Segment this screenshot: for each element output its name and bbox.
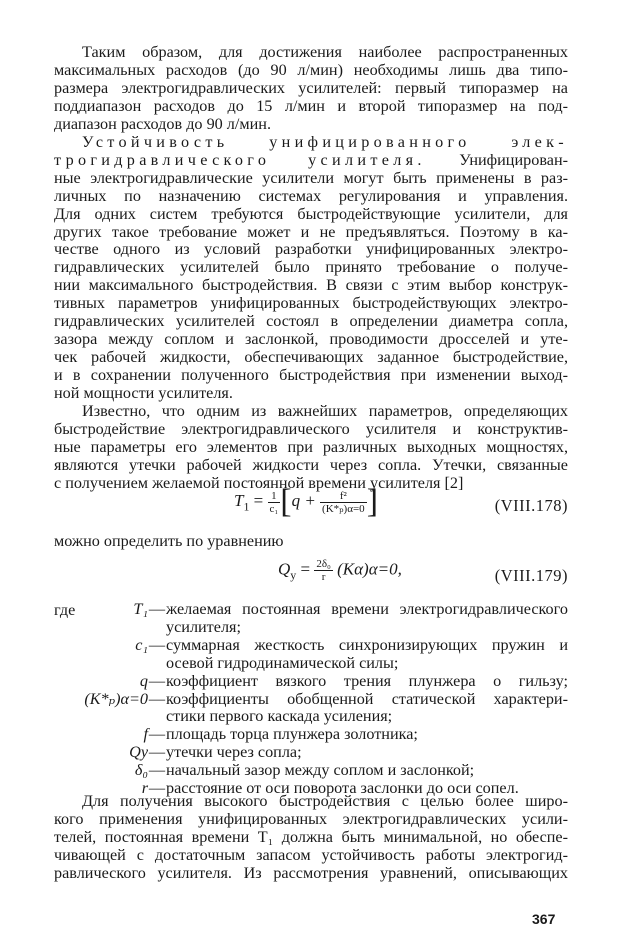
eq-operator: =	[249, 490, 268, 510]
text-line: личных по назначению системах регулирования и управления.	[54, 186, 568, 205]
text-line: гидравлических усилителей было принято требование о получе-	[54, 258, 568, 277]
fraction	[320, 490, 367, 515]
text-line: чек рабочей жидкости, обеспечивающих заданное быстродействие,	[54, 347, 568, 366]
text-line: нии максимального быстродействия. В связи с этим выбор конструк-	[54, 276, 568, 295]
text-line: и в сохранении полученного быстродействия при изменении выход-	[54, 365, 568, 384]
legend-symbol: f	[143, 725, 148, 744]
dash-icon: —	[148, 600, 166, 618]
legend-description: коэффициент вязкого трения плунжера о гильзу;	[166, 671, 568, 690]
legend-symbol: Qу	[129, 743, 148, 762]
paragraph-leakage	[54, 403, 568, 493]
legend-row	[54, 637, 568, 655]
paragraph-high-speed	[54, 793, 568, 883]
legend-symbol: T₁	[133, 600, 148, 618]
bracket-close-icon: ]	[366, 483, 379, 520]
legend-continuation: осевой гидродинамической силы;	[166, 653, 399, 672]
text-line: других такое требование может и не предъявляться. Поэтому в ка-	[54, 222, 568, 241]
text-line: Для одних систем требуются быстродействующие усилители, для	[54, 204, 568, 223]
frac-numerator: 1	[268, 490, 281, 503]
symbol-legend	[54, 601, 568, 798]
equation-leakage	[278, 558, 402, 583]
paragraph-between	[54, 533, 568, 551]
legend-row	[54, 673, 568, 691]
frac-denominator: c₁	[269, 502, 279, 515]
text-line: ной мощности усилителя.	[54, 383, 233, 402]
eq-subscript: у	[290, 567, 297, 582]
text-line: являются утечки рабочей жидкости через сопла. Утечки, связанные	[54, 455, 568, 474]
text-fragment: Унифицирован-	[425, 150, 568, 169]
legend-description: расстояние от оси поворота заслонки до оси сопел.	[166, 779, 519, 798]
text-line: максимальных расходов (до 90 л/мин) необходимы лишь два типо-	[54, 60, 568, 79]
text-line: ные электрогидравлические усилители могут быть применены в раз-	[54, 168, 568, 187]
frac-numerator: f²	[320, 490, 367, 503]
text-line: диапазон расходов до 90 л/мин.	[54, 114, 271, 133]
text-line: зазора между соплом и заслонкой, проводимости дросселей и уте-	[54, 329, 568, 348]
text-line: Известно, что одним из важнейших параметров, определяющих	[82, 402, 568, 420]
legend-symbol: r	[141, 779, 148, 798]
legend-description: начальный зазор между соплом и заслонкой;	[166, 761, 475, 780]
equation-number: (VIII.179)	[494, 566, 568, 585]
legend-row	[54, 762, 568, 780]
dash-icon: —	[148, 635, 166, 654]
text-line: ные параметры его элементов при различных выходных мощностях,	[54, 437, 568, 456]
legend-row	[54, 691, 568, 709]
legend-description: коэффициенты обобщенной статической характери-	[166, 689, 568, 708]
paragraph-conclusion	[54, 44, 568, 134]
text-line: размера электрогидравлических усилителей: первый типоразмер на	[54, 78, 568, 97]
section-heading-line: Устойчивость унифицированного элек-	[82, 133, 568, 151]
frac-denominator: r	[321, 571, 326, 583]
text-line: телей, постоянная времени T₁ должна быть минимальной, но обеспе-	[54, 827, 568, 846]
paragraph-stability	[54, 134, 568, 403]
legend-description: утечки через сопла;	[166, 743, 302, 762]
equation-number: (VIII.178)	[494, 496, 568, 515]
text-line: равлического усилителя. Из рассмотрения уравнений, описывающих	[54, 863, 568, 882]
section-heading-line: трогидравлического усилителя.	[54, 150, 426, 169]
legend-symbol: c₁	[135, 635, 148, 654]
frac-denominator: (K*ₚ)α=0	[322, 502, 365, 515]
text-line: чивающей с достаточным запасом устойчивость работы электрогид-	[54, 845, 568, 864]
legend-symbol: δ₀	[134, 761, 148, 780]
dash-icon: —	[148, 761, 166, 780]
text-line: с получением желаемой постоянной времени усилителя [2]	[54, 473, 464, 492]
text-line: Для получения высокого быстродействия с целью более широ-	[82, 792, 568, 810]
text-line: кого применения унифицированных электрогидравлических усили-	[54, 809, 568, 828]
legend-continuation: усилителя;	[166, 617, 241, 636]
text-line: Таким образом, для достижения наиболее распространенных	[82, 43, 568, 61]
eq-term: q +	[291, 490, 321, 510]
legend-symbol: (K*ₚ)α=0	[84, 689, 148, 708]
text-line: можно определить по уравнению	[54, 532, 284, 550]
eq-operator: =	[296, 559, 315, 579]
legend-row	[54, 601, 568, 619]
legend-description: желаемая постоянная времени электрогидравлического	[166, 600, 568, 618]
legend-continuation: стики первого каскада усиления;	[166, 707, 393, 726]
text-line: честве одного из условий разработки унифицированных электро-	[54, 240, 568, 259]
eq-term: (Kα)α=0,	[332, 559, 402, 579]
text-line: быстродействие электрогидравлического усилителя и конструктив-	[54, 419, 568, 438]
dash-icon: —	[148, 689, 166, 708]
page-number: 367	[532, 911, 556, 927]
text-line: тивных параметров унифицированных быстродействующих электро-	[54, 294, 568, 313]
eq-symbol: Q	[278, 559, 291, 579]
legend-row	[54, 744, 568, 762]
legend-row	[54, 726, 568, 744]
frac-numerator: 2δ₀	[316, 558, 331, 570]
equation-time-constant	[234, 483, 378, 521]
dash-icon: —	[148, 779, 166, 798]
dash-icon: —	[148, 725, 166, 744]
text-line: гидравлических усилителей состоял в определении диаметра сопла,	[54, 312, 568, 331]
dash-icon: —	[148, 743, 166, 762]
dash-icon: —	[148, 671, 166, 690]
bracket-open-icon: [	[280, 483, 292, 520]
eq-symbol: T	[234, 490, 244, 510]
eq-subscript: 1	[243, 499, 250, 514]
legend-symbol: q	[139, 671, 148, 690]
fraction	[268, 490, 281, 515]
legend-description: площадь торца плунжера золотника;	[166, 725, 418, 744]
fraction	[314, 558, 333, 583]
where-label: где	[54, 601, 76, 619]
text-line: поддиапазон расходов до 15 л/мин и второй типоразмер на под-	[54, 96, 568, 115]
legend-description: суммарная жесткость синхронизирующих пружин и	[166, 635, 568, 654]
